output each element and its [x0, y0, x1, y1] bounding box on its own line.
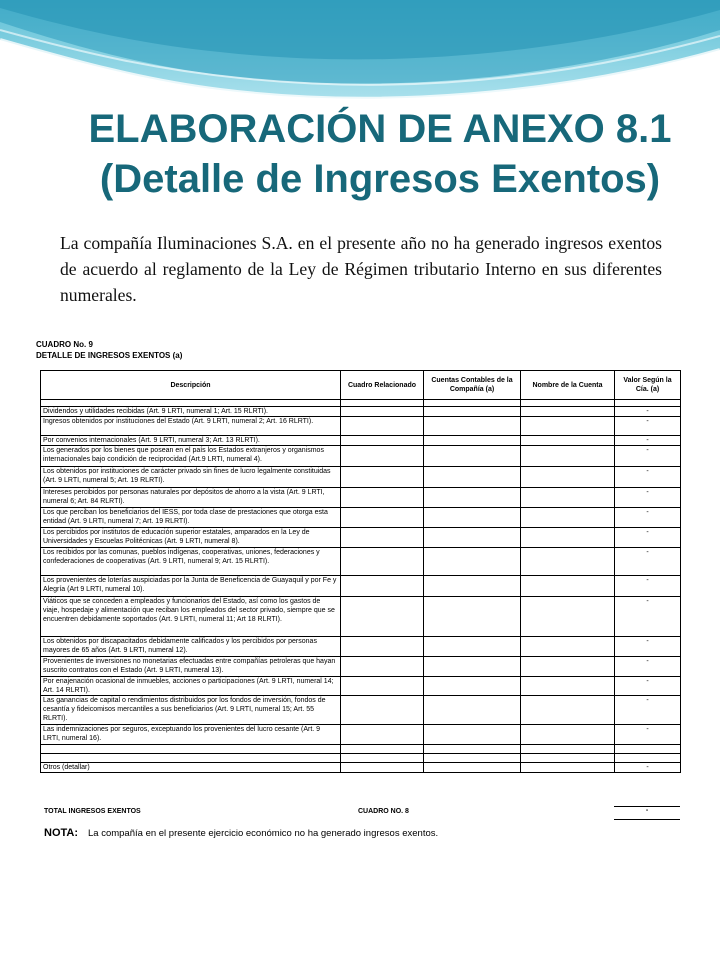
document-image [30, 330, 690, 845]
document-subtitle: DETALLE DE INGRESOS EXENTOS (a) [36, 351, 183, 360]
row-value: - [615, 576, 681, 597]
table-row [41, 508, 681, 528]
exempt-income-table [40, 370, 681, 773]
row-description: Otros (detallar) [41, 763, 341, 773]
table-row [41, 417, 681, 436]
row-description: Las indemnizaciones por seguros, exceptuando los provenientes del lucro cesante (Art. 9 LRTI, numeral 16). [41, 725, 341, 745]
row-value: - [615, 407, 681, 417]
row-value [615, 400, 681, 407]
nota-text: La compañía en el presente ejercicio económico no ha generado ingresos exentos. [88, 828, 439, 839]
table-row [41, 597, 681, 637]
row-value [615, 754, 681, 763]
row-value: - [615, 446, 681, 467]
row-description: Por enajenación ocasional de inmuebles, acciones o participaciones (Art. 9 LRTI, numeral 14; Art. 14 RLRTI). [41, 677, 341, 696]
table-row [41, 754, 681, 763]
row-description: Dividendos y utilidades recibidas (Art. 9 LRTI, numeral 1; Art. 15 RLRTI). [41, 407, 341, 417]
row-value: - [615, 677, 681, 696]
row-value: - [615, 763, 681, 773]
table-row [41, 400, 681, 407]
row-value: - [615, 548, 681, 576]
table-row [41, 725, 681, 745]
row-value: - [615, 508, 681, 528]
nota-label: NOTA: [44, 827, 79, 839]
row-description [41, 400, 341, 407]
row-description: Los obtenidos por instituciones de carácter privado sin fines de lucro legalmente constituidas (Art. 9 LRTI, numeral 5; Art. 19 RLRTI). [41, 467, 341, 488]
row-value: - [615, 725, 681, 745]
row-description: Los provenientes de loterías auspiciadas por la Junta de Beneficencia de Guayaquil y por Fe y Alegría (Art 9 LRTI, numeral 10). [41, 576, 341, 597]
col-header: Descripción [41, 371, 341, 400]
slide-body-text: La compañía Iluminaciones S.A. en el presente año no ha generado ingresos exentos de acuerdo al reglamento de la Ley de Régimen tributario Interno en sus diferentes numerales. [60, 233, 662, 305]
row-description: Los que perciban los beneficiarios del IESS, por toda clase de prestaciones que otorga esta entidad (Art. 9 LRTI, numeral 7; Art. 19 RLRTI). [41, 508, 341, 528]
table-row [41, 576, 681, 597]
col-header: Cuadro Relacionado [341, 371, 424, 400]
table-row [41, 528, 681, 548]
row-value: - [615, 597, 681, 637]
total-label: TOTAL INGRESOS EXENTOS [44, 808, 141, 815]
row-description [41, 754, 341, 763]
table-row [41, 436, 681, 446]
row-value: - [615, 696, 681, 725]
total-value: - [614, 806, 680, 820]
table-header-row [41, 371, 681, 400]
row-description: Ingresos obtenidos por instituciones del Estado (Art. 9 LRTI, numeral 2; Art. 16 RLRTI). [41, 417, 341, 436]
row-value: - [615, 417, 681, 436]
row-value: - [615, 528, 681, 548]
row-description: Viáticos que se conceden a empleados y funcionarios del Estado, así como los gastos de viaje, hospedaje y alimentación que reciban los empleados del sector privado, siempre que se encuentren debidamente soportados (Art. 9 LRTI, numeral 11; Art 18 RLRTI). [41, 597, 341, 637]
row-description: Por convenios internacionales (Art. 9 LRTI, numeral 3; Art. 13 RLRTI). [41, 436, 341, 446]
row-value: - [615, 657, 681, 677]
table-row [41, 488, 681, 508]
table-row [41, 407, 681, 417]
col-header: Valor Según la Cía. (a) [615, 371, 681, 400]
col-header: Cuentas Contables de la Compañía (a) [424, 371, 521, 400]
col-header: Nombre de la Cuenta [521, 371, 615, 400]
table-row [41, 657, 681, 677]
wave-banner [0, 0, 720, 110]
slide-title-line2: (Detalle de Ingresos Exentos) [99, 157, 661, 201]
row-description: Las ganancias de capital o rendimientos distribuidos por los fondos de inversión, fondos de cesantía y fideicomisos mercantiles a sus beneficiarios (Art. 9 LRTI, numeral 15; Art. 55 RLRTI). [41, 696, 341, 725]
table-row [41, 763, 681, 773]
row-description: Intereses percibidos por personas naturales por depósitos de ahorro a la vista (Art. 9 LRTI, numeral 6; Art. 84 RLRTI). [41, 488, 341, 508]
table-row [41, 548, 681, 576]
slide-title [0, 104, 720, 204]
row-value: - [615, 467, 681, 488]
row-value: - [615, 436, 681, 446]
table-row [41, 637, 681, 657]
table-row [41, 467, 681, 488]
row-description: Provenientes de inversiones no monetarias efectuadas entre compañías petroleras que hayan suscrito contratos con el Estado (Art. 9 LRTI, numeral 13). [41, 657, 341, 677]
row-description: Los percibidos por institutos de educación superior estatales, amparados en la Ley de Universidades y Escuelas Politécnicas (Art. 9 LRTI, numeral 8). [41, 528, 341, 548]
table-row [41, 677, 681, 696]
row-value: - [615, 637, 681, 657]
row-value [615, 745, 681, 754]
table-row [41, 696, 681, 725]
cuadro-label: CUADRO No. 9 [36, 340, 93, 349]
row-description [41, 745, 341, 754]
row-description: Los generados por los bienes que posean en el país los Estados extranjeros y organismos internacionales bajo condición de reciprocidad (Art.9 LRTI, numeral 4). [41, 446, 341, 467]
row-description: Los obtenidos por discapacitados debidamente calificados y los percibidos por personas mayores de 65 años (Art. 9 LRTI, numeral 12). [41, 637, 341, 657]
table-row [41, 745, 681, 754]
row-value: - [615, 488, 681, 508]
slide-title-line1: ELABORACIÓN DE ANEXO 8.1 [88, 107, 672, 151]
table-row [41, 446, 681, 467]
total-reference: CUADRO NO. 8 [358, 808, 409, 815]
row-description: Los recibidos por las comunas, pueblos indígenas, cooperativas, uniones, federaciones y confederaciones de cooperativas (Art. 9 LRTI, numeral 9; Art. 15 RLRTI). [41, 548, 341, 576]
